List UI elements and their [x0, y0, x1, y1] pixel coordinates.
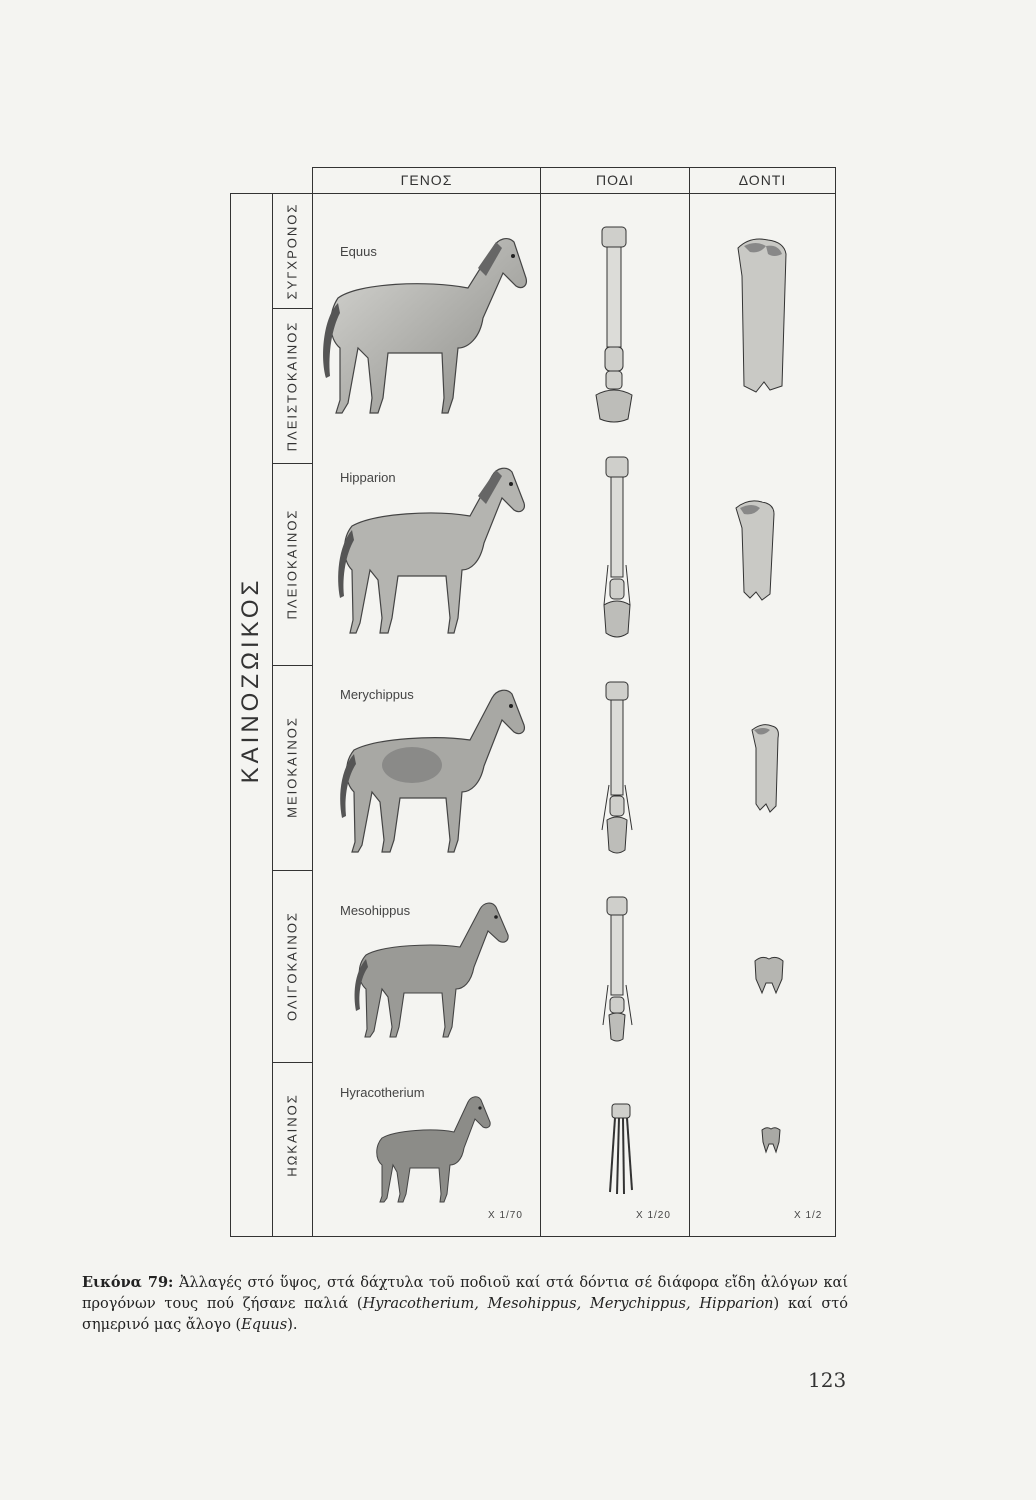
- tooth-illustration: [760, 1126, 782, 1154]
- scale-foot: X 1/20: [636, 1210, 671, 1221]
- horse-illustration: [330, 458, 530, 638]
- genus-name-hipparion: Hipparion: [340, 470, 396, 485]
- epoch-recent: ΣΥΓΧΡΟΝΟΣ: [284, 202, 300, 300]
- genus-name-mesohippus: Mesohippus: [340, 903, 411, 918]
- tooth-illustration: [730, 498, 778, 602]
- foot-bone-illustration: [598, 680, 638, 860]
- foot-bone-illustration: [598, 455, 638, 645]
- tooth-illustration: [752, 955, 786, 995]
- page-number: 123: [808, 1368, 847, 1392]
- foot-bone-illustration: [600, 895, 636, 1045]
- tooth-illustration: [730, 236, 792, 394]
- genus-name-merychippus: Merychippus: [340, 687, 414, 702]
- era-label: ΚΑΙΝΟΖΩΙΚΟΣ: [237, 576, 264, 784]
- tooth-illustration: [748, 722, 782, 814]
- epoch-pliocene: ΠΛΕΙΟΚΑΙΝΟΣ: [284, 508, 300, 620]
- genus-name-hyracotherium: Hyracotherium: [340, 1085, 425, 1100]
- caption-text: ) καί στό σημερινό μας ἄλογο (: [82, 1296, 848, 1333]
- epoch-miocene: ΜΕΙΟΚΑΙΝΟΣ: [284, 716, 300, 818]
- figure-caption: [82, 1272, 848, 1336]
- caption-text: ).: [287, 1317, 298, 1333]
- horse-illustration: [332, 680, 532, 860]
- epoch-oligocene: ΟΛΙΓΟΚΑΙΝΟΣ: [284, 911, 300, 1021]
- caption-label: Εικόνα 79:: [82, 1274, 174, 1291]
- caption-species-list: Hyracotherium, Mesohippus, Merychippus, Hipparion: [362, 1296, 774, 1312]
- caption-modern-species: Equus: [241, 1317, 288, 1333]
- header-tooth: ΔΟΝΤΙ: [738, 172, 787, 188]
- foot-bone-illustration: [606, 1102, 636, 1197]
- epoch-pleistocene: ΠΛΕΙΣΤΟΚΑΙΝΟΣ: [284, 320, 300, 452]
- genus-name-equus: Equus: [340, 244, 377, 259]
- foot-bone-illustration: [590, 225, 640, 425]
- epoch-eocene: ΗΩΚΑΙΝΟΣ: [284, 1093, 300, 1177]
- scale-tooth: X 1/2: [794, 1210, 823, 1221]
- header-genus: ΓΕΝΟΣ: [400, 172, 453, 188]
- scale-genus: X 1/70: [488, 1210, 523, 1221]
- horse-illustration: [348, 895, 513, 1045]
- horse-illustration: [368, 1090, 498, 1210]
- header-foot: ΠΟΔΙ: [596, 172, 634, 188]
- caption-text: Ἀλλαγές στό ὕψος, στά δάχτυλα τοῦ ποδιοῦ καί στά δόντια σέ διάφορα εἴδη ἀλόγων καί προγόνων τους πού ζήσανε παλιά (: [82, 1275, 848, 1312]
- horse-illustration: [318, 228, 533, 423]
